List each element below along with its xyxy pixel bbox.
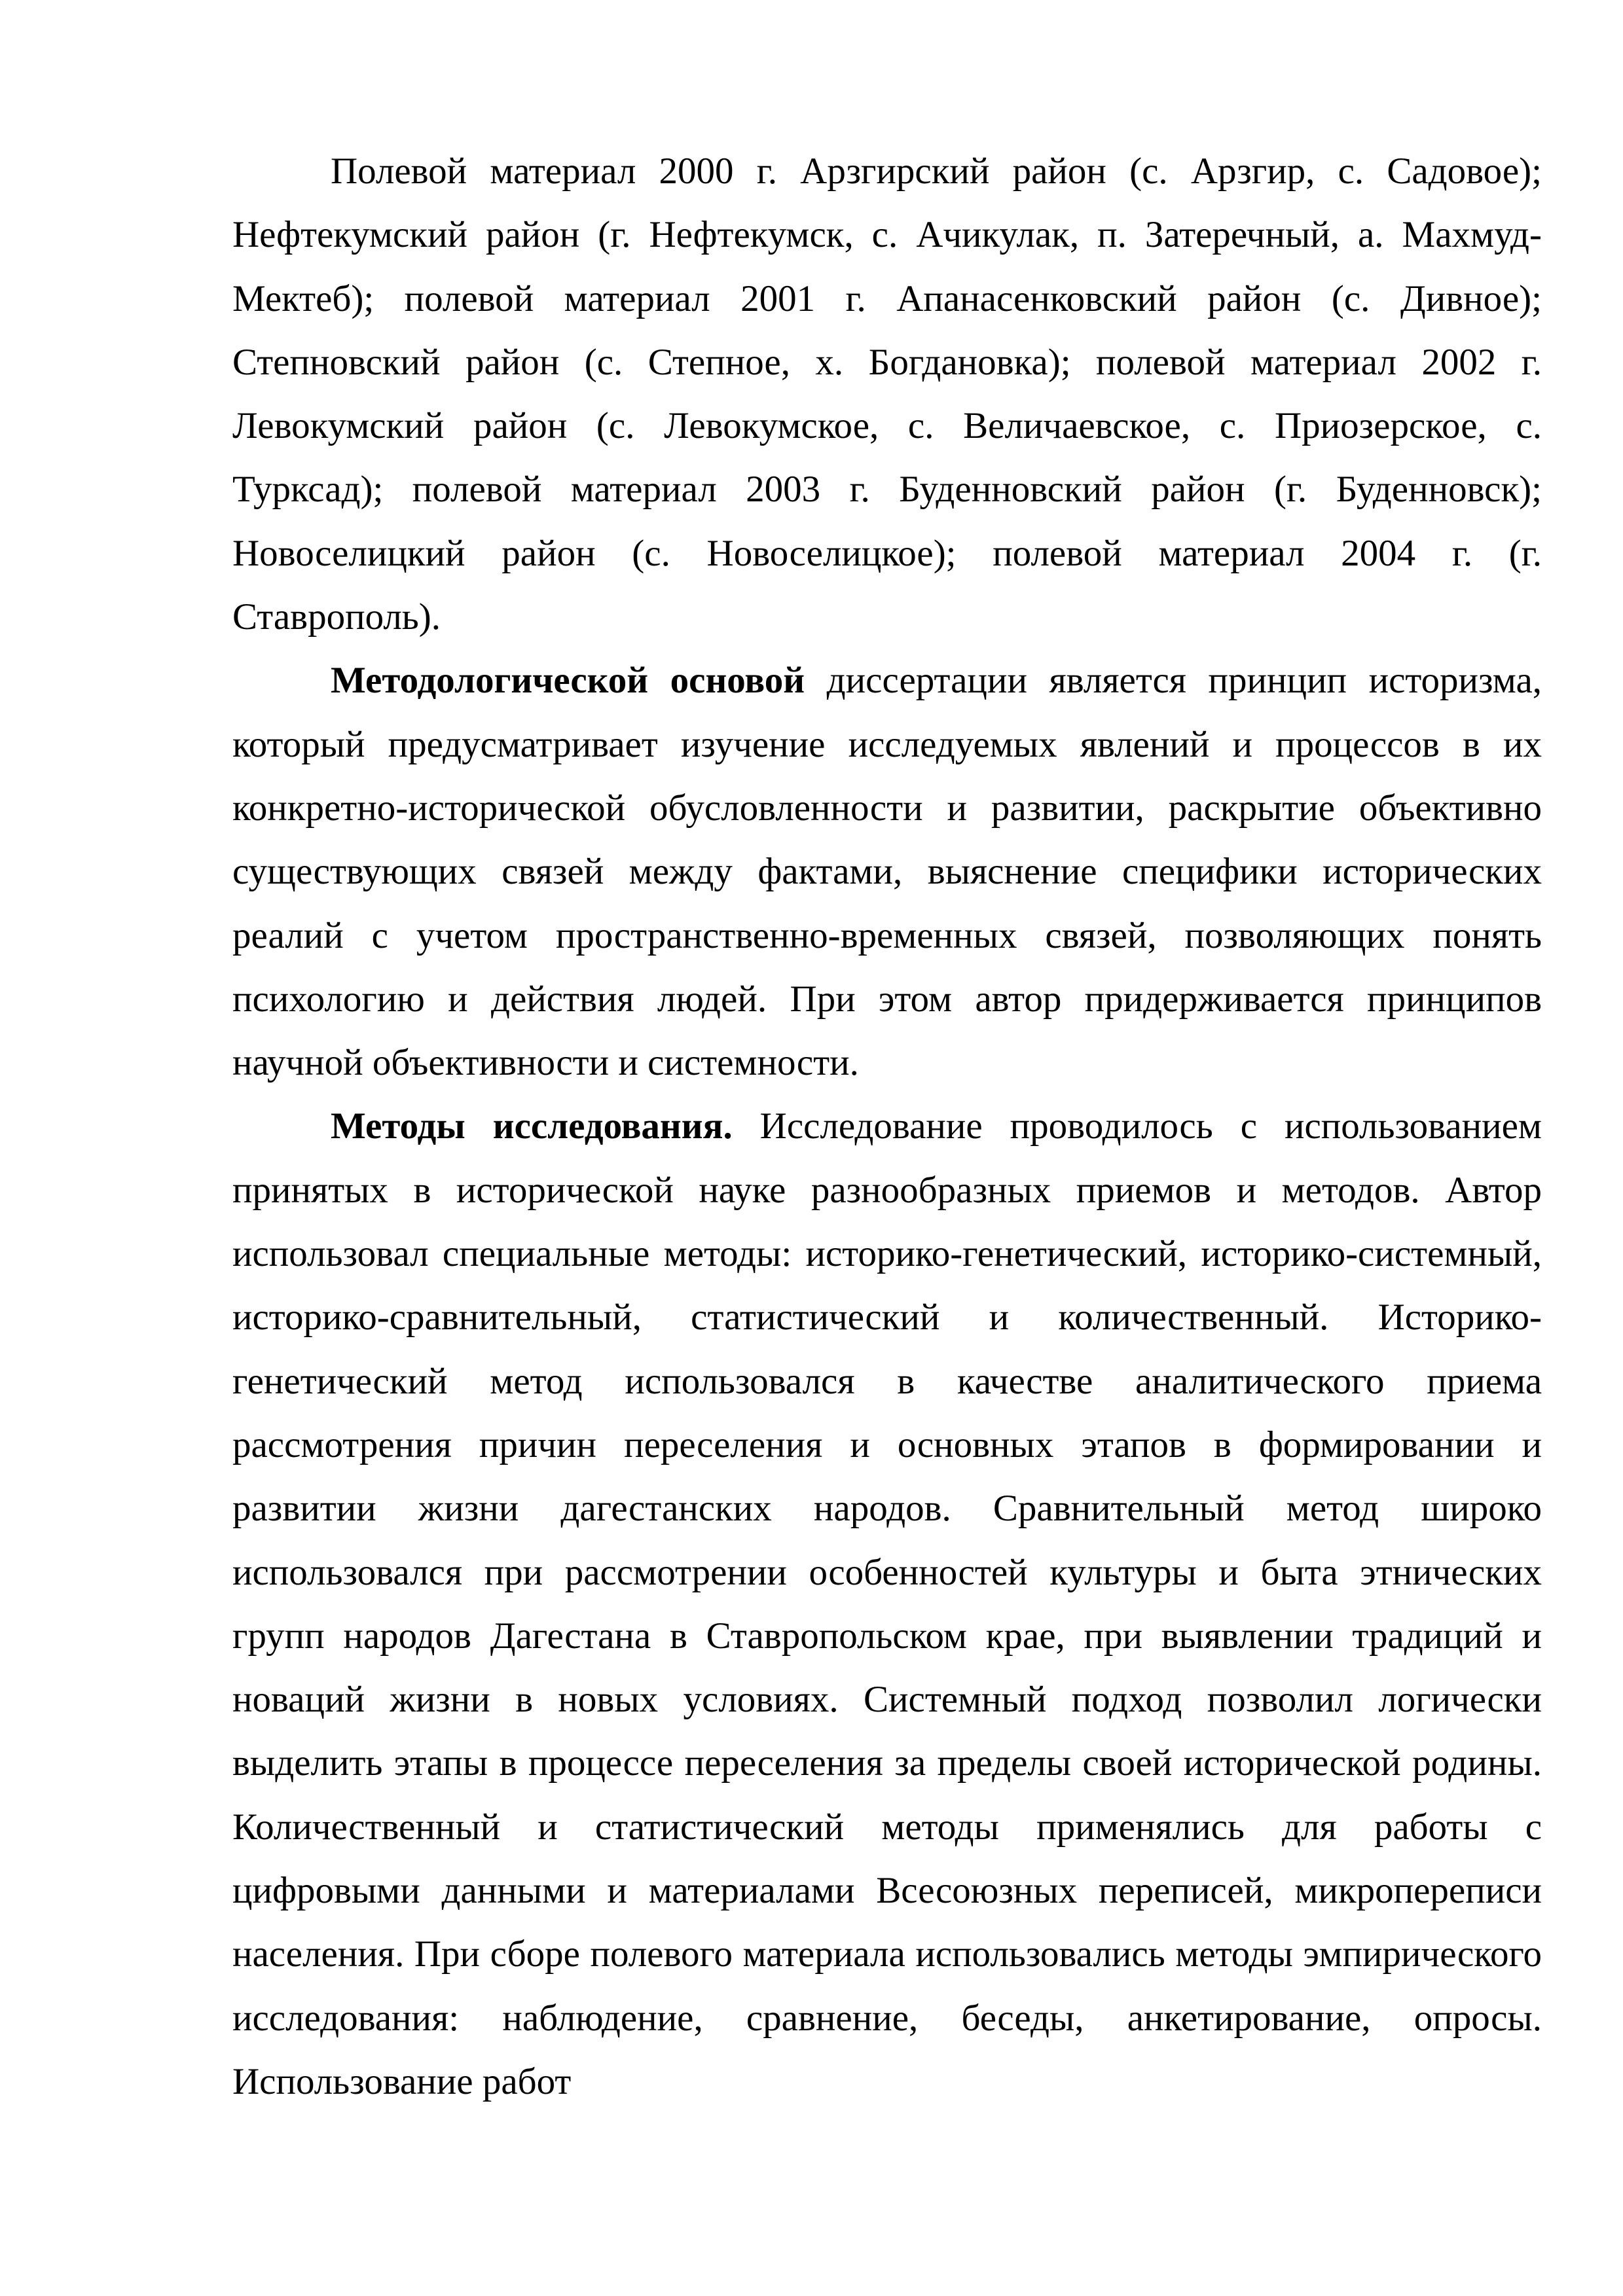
paragraph-field-material-body: Полевой материал 2000 г. Арзгирский район (с. Арзгир, с. Садовое); Нефтекумский район (г. Нефтекумск, с. Ачикулак, п. Затеречный, а. Махмуд-Мектеб); полевой материал 2001 г. Апанасенковский район (с. Дивное); Степновский район (с. Степное, х. Богдановка); полевой материал 2002 г. Левокумский район (с. Левокумское, с. Величаевское, с. Приозерское, с. Турксад); полевой материал 2003 г. Буденновский район (г. Буденновск); Новоселицкий район (с. Новоселицкое); полевой материал 2004 г. (г. Ставрополь).	[232, 151, 1542, 638]
paragraph-methodology-body: диссертации является принцип историзма, который предусматривает изучение исследуемых явлений и процессов в их конкретно-исторической обусловленности и развитии, раскрытие объективно существующих связей между фактами, выяснение специфики исторических реалий с учетом пространственно-временных связей, позволяющих понять психологию и действия людей. При этом автор придерживается принципов научной объективности и системности.	[232, 660, 1542, 1084]
paragraph-field-material	[232, 139, 1542, 649]
methodology-heading: Методологической основой	[331, 660, 805, 702]
document-text	[232, 139, 1542, 2113]
paragraph-research-methods	[232, 1094, 1542, 2113]
paragraph-research-methods-body: Исследование проводилось с использованием принятых в исторической науке разнообразных приемов и методов. Автор использовал специальные методы: историко-генетический, историко-системный, историко-сравнительный, статистический и количественный. Историко-генетический метод использовался в качестве аналитического приема рассмотрения причин переселения и основных этапов в формировании и развитии жизни дагестанских народов. Сравнительный метод широко использовался при рассмотрении особенностей культуры и быта этнических групп народов Дагестана в Ставропольском крае, при выявлении традиций и новаций жизни в новых условиях. Системный подход позволил логически выделить этапы в процессе переселения за пределы своей исторической родины. Количественный и статистический методы применялись для работы с цифровыми данными и материалами Всесоюзных переписей, микропереписи населения. При сборе полевого материала использовались методы эмпирического исследования: наблюдение, сравнение, беседы, анкетирование, опросы. Использование работ	[232, 1105, 1542, 2102]
paragraph-methodology	[232, 649, 1542, 1094]
research-methods-heading: Методы исследования.	[331, 1105, 733, 1147]
